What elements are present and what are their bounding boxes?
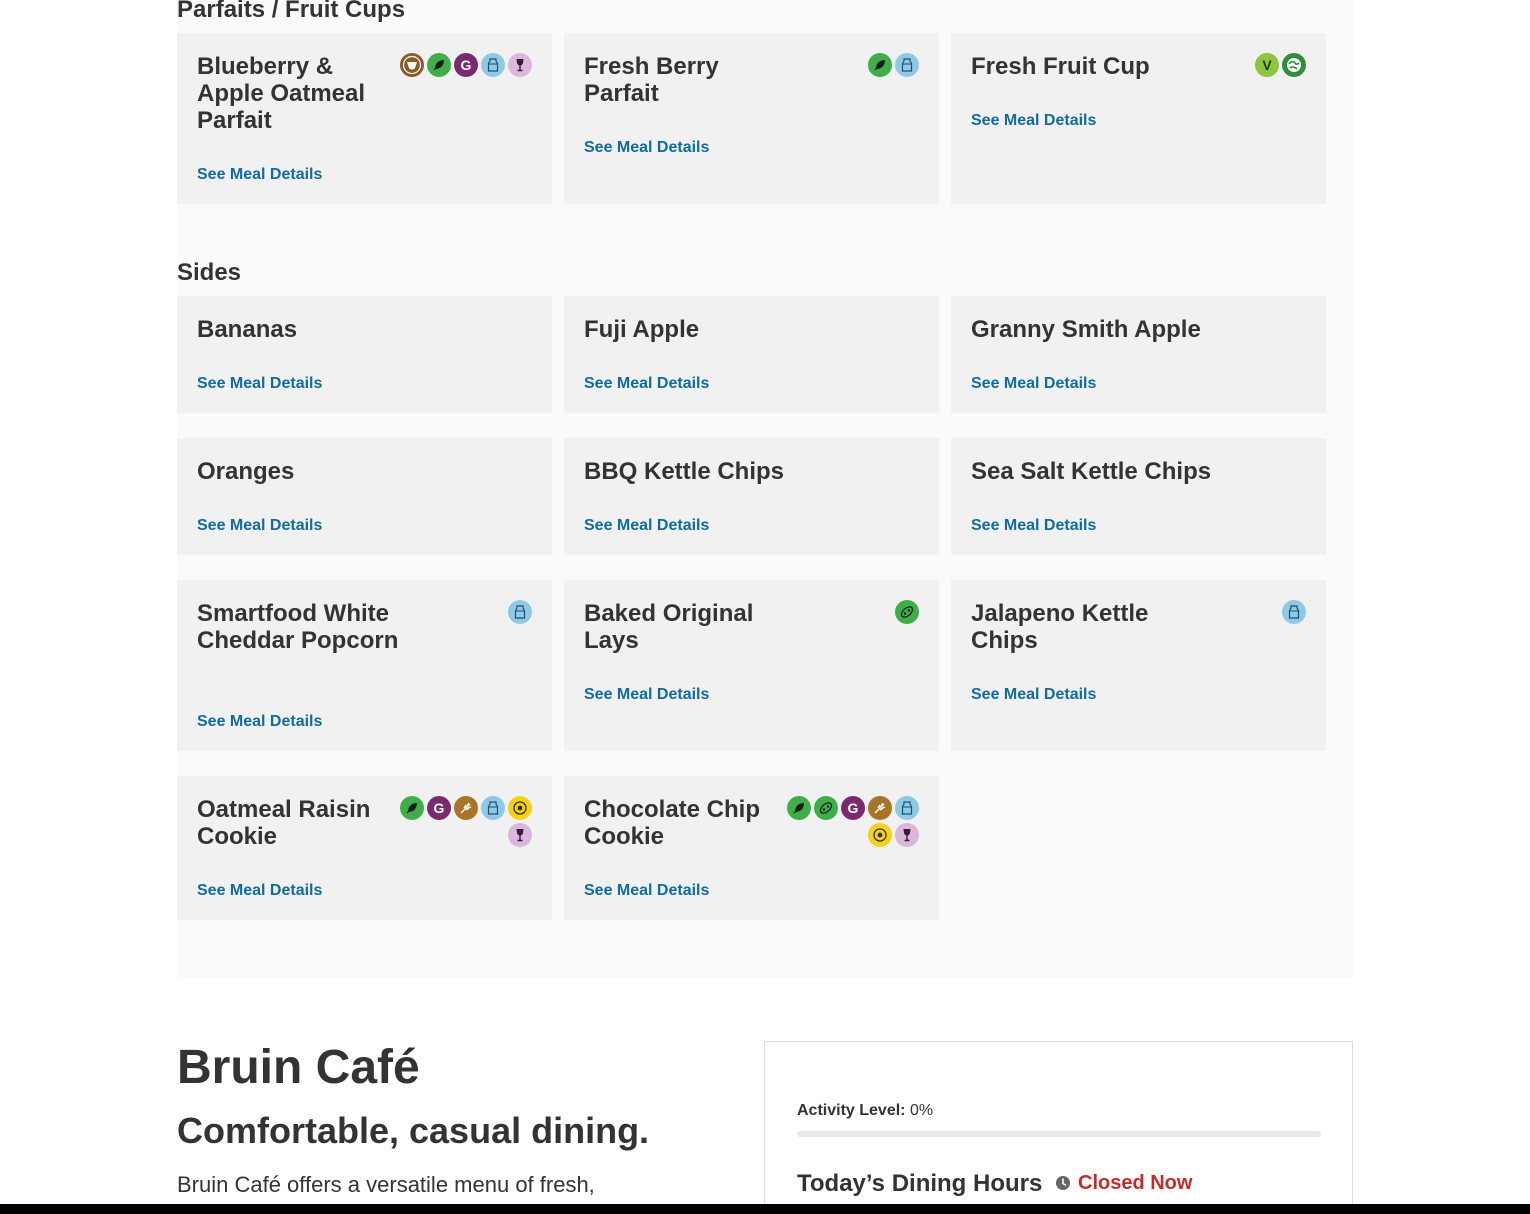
halal-icon[interactable] <box>400 53 424 77</box>
dairy-icon[interactable] <box>508 600 532 624</box>
svg-text:G: G <box>433 800 445 816</box>
see-meal-details-link[interactable]: See Meal Details <box>971 686 1097 703</box>
alcohol-icon[interactable] <box>895 823 919 847</box>
status-badge: Closed Now <box>1078 1172 1193 1194</box>
wheat-icon[interactable] <box>454 796 478 820</box>
svg-text:G: G <box>460 57 472 73</box>
dairy-icon[interactable] <box>1282 600 1306 624</box>
egg-icon[interactable] <box>508 796 532 820</box>
menu-item-card <box>951 296 1326 413</box>
see-meal-details-link[interactable]: See Meal Details <box>197 882 323 899</box>
low-carbon-icon[interactable] <box>1282 53 1306 77</box>
vegetarian-icon[interactable] <box>868 53 892 77</box>
menu-item-card <box>564 438 939 555</box>
menu-item-name: Fresh Fruit Cup <box>971 53 1150 80</box>
vegetarian-icon[interactable] <box>787 796 811 820</box>
see-meal-details-link[interactable]: See Meal Details <box>971 112 1097 129</box>
dietary-icons <box>1166 600 1306 624</box>
menu-item-card <box>564 296 939 413</box>
activity-bar <box>797 1131 1321 1137</box>
menu-item-card <box>177 580 552 751</box>
see-meal-details-link[interactable]: See Meal Details <box>584 375 710 392</box>
see-meal-details-link[interactable]: See Meal Details <box>584 882 710 899</box>
dairy-icon[interactable] <box>481 53 505 77</box>
menu-item-name: Sea Salt Kettle Chips <box>971 458 1212 485</box>
menu-item-card <box>564 776 939 920</box>
menu-item-name: Oatmeal Raisin Cookie <box>197 796 371 850</box>
menu-item-name: Granny Smith Apple <box>971 316 1201 343</box>
gluten-icon[interactable] <box>427 796 451 820</box>
dairy-icon[interactable] <box>481 796 505 820</box>
section-title-sides: Sides <box>177 259 242 286</box>
menu-item-name: Jalapeno Kettle Chips <box>971 600 1149 654</box>
menu-item-name: Oranges <box>197 458 295 485</box>
svg-text:V: V <box>1262 57 1272 73</box>
menu-item-name: Baked Original Lays <box>584 600 754 654</box>
section-title-parfaits: Parfaits / Fruit Cups <box>177 0 406 23</box>
gluten-icon[interactable] <box>454 53 478 77</box>
see-meal-details-link[interactable]: See Meal Details <box>584 686 710 703</box>
activity-value: 0% <box>909 1102 934 1119</box>
dietary-icons <box>392 600 532 624</box>
clock-icon <box>1055 1175 1071 1191</box>
dietary-icons <box>1166 53 1306 77</box>
menu-item-card <box>951 580 1326 751</box>
dairy-icon[interactable] <box>895 796 919 820</box>
see-meal-details-link[interactable]: See Meal Details <box>584 139 710 156</box>
activity-level <box>797 1102 933 1120</box>
dining-hours-title: Today’s Dining Hours <box>797 1170 1043 1197</box>
dietary-icons <box>392 796 532 847</box>
dining-info-box <box>764 1041 1353 1214</box>
wheat-icon[interactable] <box>868 796 892 820</box>
alcohol-icon[interactable] <box>508 823 532 847</box>
menu-item-name: Smartfood White Cheddar Popcorn <box>197 600 399 654</box>
dietary-icons <box>779 53 919 77</box>
gluten-icon[interactable] <box>841 796 865 820</box>
dietary-icons <box>392 53 532 77</box>
alcohol-icon[interactable] <box>508 53 532 77</box>
see-meal-details-link[interactable]: See Meal Details <box>971 375 1097 392</box>
egg-icon[interactable] <box>868 823 892 847</box>
bottom-bar <box>0 1204 1530 1214</box>
vegetarian-icon[interactable] <box>400 796 424 820</box>
menu-item-name: Fuji Apple <box>584 316 700 343</box>
menu-item-card <box>177 776 552 920</box>
menu-item-card <box>951 33 1326 204</box>
cafe-subtitle: Comfortable, casual dining. <box>177 1110 650 1151</box>
dairy-icon[interactable] <box>895 53 919 77</box>
cafe-title: Bruin Café <box>177 1041 420 1094</box>
soy-icon[interactable] <box>814 796 838 820</box>
menu-item-name: BBQ Kettle Chips <box>584 458 785 485</box>
vegan-icon[interactable] <box>1255 53 1279 77</box>
soy-icon[interactable] <box>895 600 919 624</box>
menu-item-name: Chocolate Chip Cookie <box>584 796 761 850</box>
menu-item-name: Bananas <box>197 316 298 343</box>
menu-item-card <box>564 33 939 204</box>
see-meal-details-link[interactable]: See Meal Details <box>971 517 1097 534</box>
cafe-description: Bruin Café offers a versatile menu of fresh, <box>177 1172 595 1197</box>
vegetarian-icon[interactable] <box>427 53 451 77</box>
activity-label: Activity Level: <box>797 1102 906 1119</box>
menu-item-card <box>951 438 1326 555</box>
see-meal-details-link[interactable]: See Meal Details <box>197 166 323 183</box>
dietary-icons <box>779 600 919 624</box>
menu-item-name: Blueberry & Apple Oatmeal Parfait <box>197 53 366 134</box>
menu-item-card <box>177 296 552 413</box>
see-meal-details-link[interactable]: See Meal Details <box>197 713 323 730</box>
see-meal-details-link[interactable]: See Meal Details <box>584 517 710 534</box>
menu-item-card <box>177 438 552 555</box>
dietary-icons <box>779 796 919 847</box>
menu-item-card <box>564 580 939 751</box>
menu-item-card <box>177 33 552 204</box>
see-meal-details-link[interactable]: See Meal Details <box>197 517 323 534</box>
see-meal-details-link[interactable]: See Meal Details <box>197 375 323 392</box>
svg-text:G: G <box>847 800 859 816</box>
menu-item-name: Fresh Berry Parfait <box>584 53 719 107</box>
